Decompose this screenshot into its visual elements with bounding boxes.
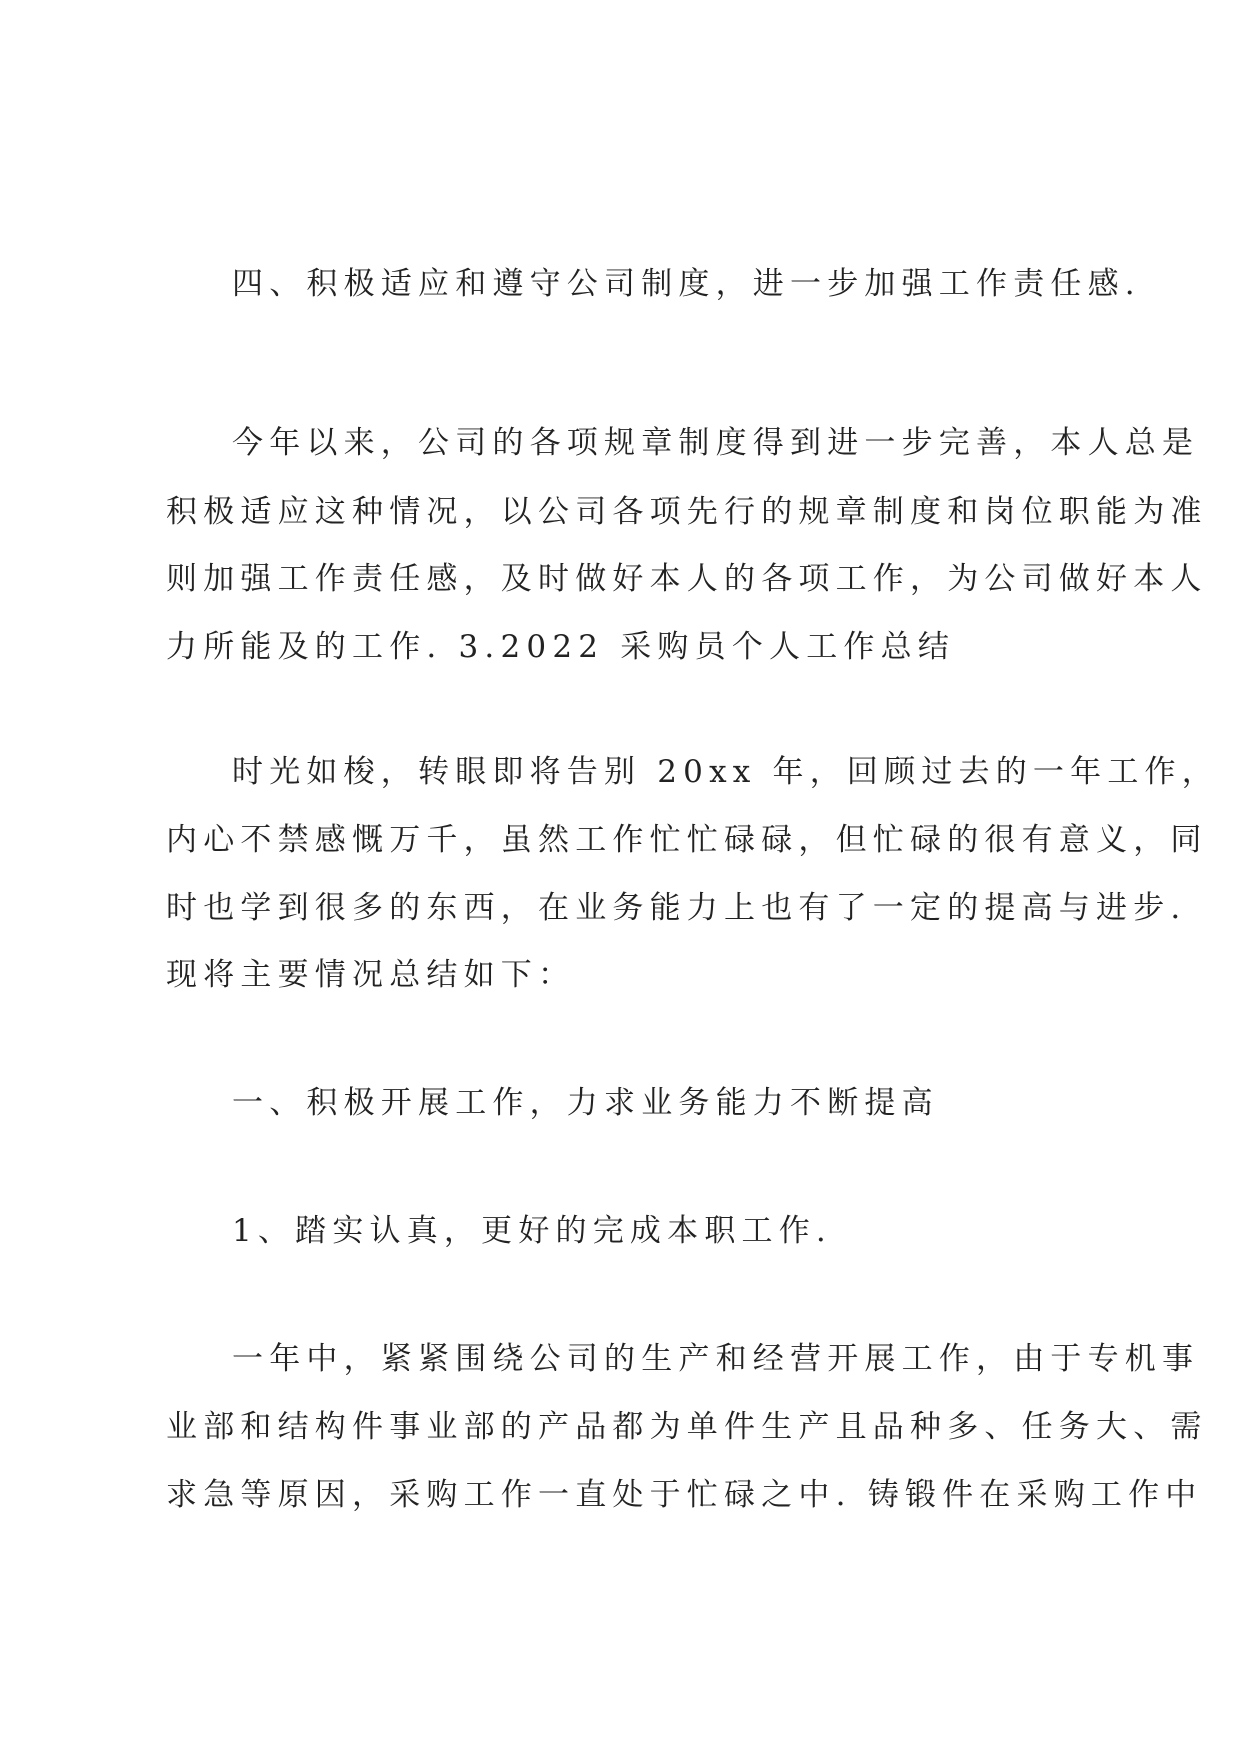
paragraph-line: 现将主要情况总结如下： <box>166 957 576 993</box>
section-heading-4: 四、积极适应和遵守公司制度，进一步加强工作责任感. <box>232 266 1141 302</box>
paragraph-line: 时也学到很多的东西，在业务能力上也有了一定的提高与进步. <box>166 890 1187 926</box>
paragraph-line: 一年中，紧紧围绕公司的生产和经营开展工作，由于专机事 <box>232 1341 1200 1377</box>
paragraph-line: 业部和结构件事业部的产品都为单件生产且品种多、任务大、需 <box>166 1409 1208 1445</box>
paragraph-line: 则加强工作责任感，及时做好本人的各项工作，为公司做好本人 <box>166 561 1208 597</box>
paragraph-line: 内心不禁感慨万千，虽然工作忙忙碌碌，但忙碌的很有意义，同 <box>166 822 1208 858</box>
section-heading-1: 一、积极开展工作，力求业务能力不断提高 <box>232 1085 939 1121</box>
paragraph-line: 今年以来，公司的各项规章制度得到进一步完善，本人总是 <box>232 425 1200 461</box>
paragraph-line: 积极适应这种情况，以公司各项先行的规章制度和岗位职能为准 <box>166 494 1208 530</box>
paragraph-line: 求急等原因，采购工作一直处于忙碌之中. 铸锻件在采购工作中 <box>166 1477 1203 1513</box>
paragraph-line: 时光如梭，转眼即将告别 20xx 年，回顾过去的一年工作， <box>232 754 1219 790</box>
paragraph-line: 力所能及的工作. 3.2022 采购员个人工作总结 <box>166 629 956 665</box>
subsection-heading-1: 1、踏实认真，更好的完成本职工作. <box>232 1213 832 1249</box>
